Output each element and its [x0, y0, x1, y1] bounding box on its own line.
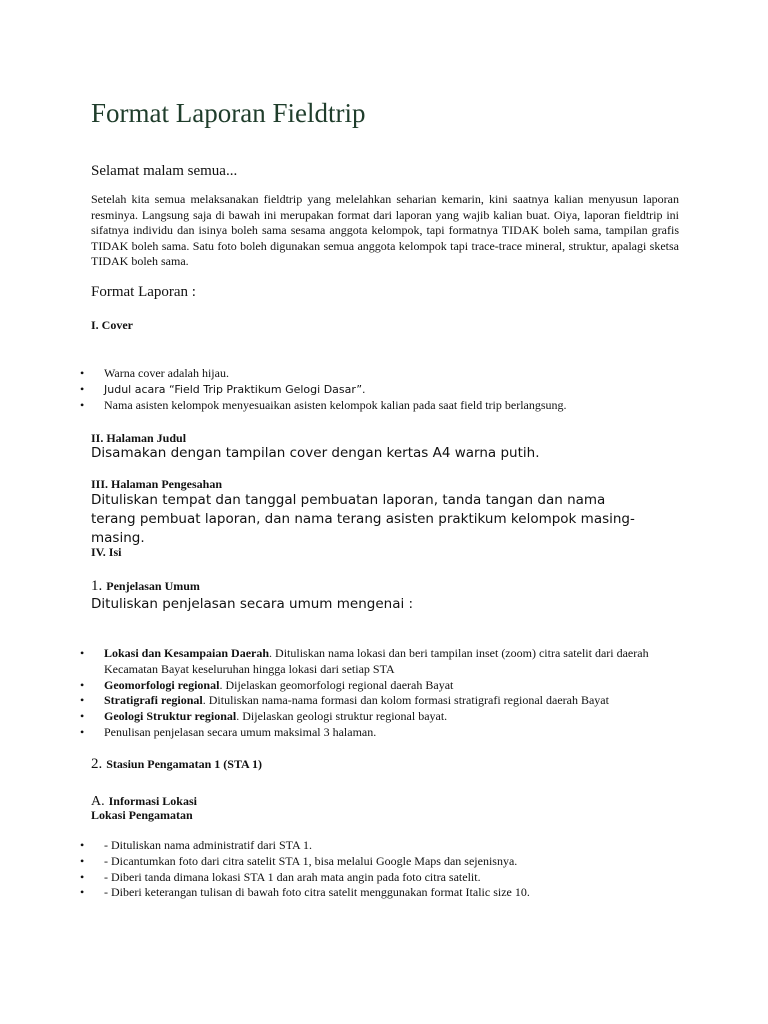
list-item: • Judul acara “Field Trip Praktikum Gelogi Dasar”.	[80, 381, 366, 396]
bullet-icon: •	[80, 366, 85, 380]
bullet-icon: •	[80, 853, 85, 868]
list-item: • Penulisan penjelasan secara umum maksimal 3 halaman.	[80, 724, 377, 739]
isi-heading: IV. Isi	[91, 545, 122, 559]
list-item: • - Diberi tanda dimana lokasi STA 1 dan arah mata angin pada foto citra satelit.	[80, 869, 481, 884]
page-title: Format Laporan Fieldtrip	[91, 98, 366, 128]
bullet-icon: •	[80, 838, 85, 852]
bullet-icon: •	[80, 869, 85, 884]
bullet-icon: •	[80, 709, 85, 724]
bullet-icon: •	[80, 693, 85, 708]
list-item: • Nama asisten kelompok menyesuaikan asisten kelompok kalian pada saat field trip berlangsung.	[80, 397, 567, 412]
bullet-icon: •	[80, 724, 85, 739]
list-item: • - Diberi keterangan tulisan di bawah foto citra satelit menggunakan format Italic size 10.	[80, 885, 530, 900]
bullet-icon: •	[80, 381, 85, 396]
lokasi-list	[80, 838, 680, 901]
list-item: • Geologi Struktur regional. Dijelaskan geologi struktur regional bayat.	[80, 709, 448, 724]
halaman-judul-text: Disamakan dengan tampilan cover dengan kertas A4 warna putih.	[91, 445, 540, 461]
list-item: • Geomorfologi regional. Dijelaskan geomorfologi regional daerah Bayat	[80, 677, 454, 692]
info-lokasi-heading: A. Informasi Lokasi	[91, 794, 197, 809]
format-heading: Format Laporan :	[91, 284, 196, 300]
cover-list	[80, 366, 680, 413]
bullet-icon: •	[80, 397, 85, 412]
greeting: Selamat malam semua...	[91, 163, 238, 179]
pengesahan-heading: III. Halaman Pengesahan	[91, 477, 223, 491]
section-2-heading: 2. Stasiun Pengamatan 1 (STA 1)	[91, 756, 263, 772]
section-1-list	[80, 646, 680, 741]
list-item: • Stratigrafi regional. Dituliskan nama-nama formasi dan kolom formasi stratigrafi regional daerah Bayat	[80, 693, 609, 708]
bullet-icon: •	[80, 677, 85, 692]
list-item: • - Dicantumkan foto dari citra satelit STA 1, bisa melalui Google Maps dan sejenisnya.	[80, 853, 518, 868]
pengesahan-text: Dituliskan tempat dan tanggal pembuatan laporan, tanda tangan dan nama terang pembuat laporan, dan nama terang asisten praktikum kelompok masing-masing.	[91, 492, 635, 546]
intro-paragraph: Setelah kita semua melaksanakan fieldtrip yang melelahkan seharian kemarin, kini saatnya kalian menyusun laporan resminya. Langsung saja di bawah ini merupakan format dari laporan yang wajib kalian buat. Oiya, laporan fieldtrip ini sifatnya individu dan isinya boleh sama sesama anggota kelompok, tapi formatnya TIDAK boleh sama, tampilan grafis TIDAK boleh sama. Satu foto boleh digunakan semua anggota kelompok tapi trace-trace mineral, struktur, apalagi sketsa TIDAK boleh sama.	[91, 192, 679, 268]
halaman-judul-heading: II. Halaman Judul	[91, 431, 187, 445]
cover-heading: I. Cover	[91, 318, 133, 332]
section-1-text: Dituliskan penjelasan secara umum mengenai :	[91, 596, 414, 612]
lokasi-pengamatan-heading: Lokasi Pengamatan	[91, 808, 193, 822]
bullet-icon: •	[80, 885, 85, 900]
section-1-heading: 1. Penjelasan Umum	[91, 578, 200, 594]
bullet-icon: •	[80, 646, 85, 660]
list-item: • - Dituliskan nama administratif dari STA 1.	[80, 838, 313, 852]
list-item: • Lokasi dan Kesampaian Daerah. Dituliskan nama lokasi dan beri tampilan inset (zoom) citra satelit dari daerah Kecamatan Bayat keseluruhan hingga lokasi dari setiap STA	[80, 646, 649, 676]
list-item: • Warna cover adalah hijau.	[80, 366, 229, 380]
